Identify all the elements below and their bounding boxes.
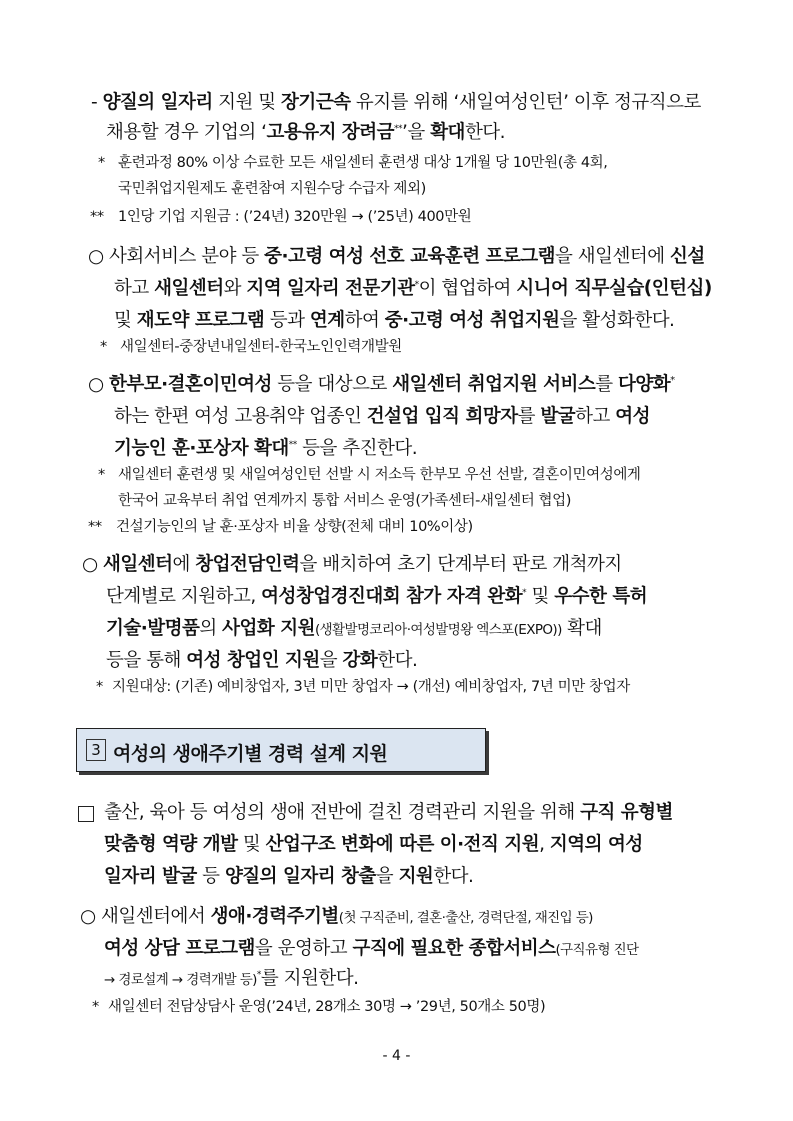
b6-line1: ○ 새일센터에서 생애·경력주기별(첫 구직준비, 결혼·출산, 경력단절, 재진입 등): [80, 906, 593, 927]
b4-note1: * 지원대상: (기존) 예비창업자, 3년 미만 창업자 → (개선) 예비창업자, 7년 미만 창업자: [96, 679, 630, 695]
b2-line2: 하고 새일센터와 지역 일자리 전문기관*이 협업하여 시니어 직무실습(인턴십): [114, 278, 712, 299]
b1-line2: 채용할 경우 기업의 ‘고용유지 장려금**’을 확대한다.: [106, 122, 506, 143]
b3-note2: ** 건설기능인의 날 훈·포상자 비율 상향(전체 대비 10%이상): [88, 519, 473, 535]
b3-note1: * 새일센터 훈련생 및 새일여성인턴 선발 시 저소득 한부모 우선 선발, 결혼이민여성에게: [98, 467, 641, 483]
b5-line1: 출산, 육아 등 여성의 생애 전반에 걸친 경력관리 지원을 위해 구직 유형별: [104, 802, 673, 823]
b1-note1-cont: 국민취업지원제도 훈련참여 지원수당 수급자 제외): [118, 181, 426, 197]
section-number: 3: [86, 739, 106, 761]
b6-note1: * 새일센터 전담상담사 운영(’24년, 28개소 30명 → ’29년, 50개소 50명): [92, 999, 546, 1015]
b4-line3: 기술·발명품의 사업화 지원(생활발명코리아·여성발명왕 엑스포(EXPO)) 확대: [106, 618, 602, 639]
section-header: [76, 728, 486, 772]
b4-line4: 등을 통해 여성 창업인 지원을 강화한다.: [106, 650, 418, 671]
b6-line3: → 경로설계 → 경력개발 등)*를 지원한다.: [104, 968, 359, 989]
b1-line1: - 양질의 일자리 지원 및 장기근속 유지를 위해 ‘새일여성인턴’ 이후 정규직으로: [91, 92, 701, 113]
b2-note1: * 새일센터-중장년내일센터-한국노인인력개발원: [100, 339, 402, 355]
b2-line3: 및 재도약 프로그램 등과 연계하여 중·고령 여성 취업지원을 활성화한다.: [114, 310, 675, 331]
b3-line3: 기능인 훈·포상자 확대** 등을 추진한다.: [114, 438, 418, 459]
b4-line2: 단계별로 지원하고, 여성창업경진대회 참가 자격 완화* 및 우수한 특허: [106, 586, 648, 607]
page-number: - 4 -: [382, 1048, 411, 1064]
section-title: 여성의 생애주기별 경력 설계 지원: [113, 743, 388, 765]
b3-line1: ○ 한부모·결혼이민여성 등을 대상으로 새일센터 취업지원 서비스를 다양화*: [88, 374, 675, 396]
b6-line2: 여성 상담 프로그램을 운영하고 구직에 필요한 종합서비스(구직유형 진단: [104, 938, 639, 959]
b3-note1-cont: 한국어 교육부터 취업 연계까지 통합 서비스 운영(가족센터-새일센터 협업): [118, 493, 572, 509]
b1-note2: ** 1인당 기업 지원금 : (’24년) 320만원 → (’25년) 400만원: [90, 209, 472, 225]
checkbox-bullet: [78, 806, 94, 822]
b5-line3: 일자리 발굴 등 양질의 일자리 창출을 지원한다.: [104, 866, 474, 887]
b2-line1: ○ 사회서비스 분야 등 중·고령 여성 선호 교육훈련 프로그램을 새일센터에 신설: [88, 246, 705, 267]
b3-line2: 하는 한편 여성 고용취약 업종인 건설업 입직 희망자를 발굴하고 여성: [114, 406, 650, 427]
b1-note1: * 훈련과정 80% 이상 수료한 모든 새일센터 훈련생 대상 1개월 당 10만원(총 4회,: [98, 155, 608, 171]
b4-line1: ○ 새일센터에 창업전담인력을 배치하여 초기 단계부터 판로 개척까지: [82, 554, 622, 575]
b5-line2: 맞춤형 역량 개발 및 산업구조 변화에 따른 이·전직 지원, 지역의 여성: [104, 834, 643, 855]
